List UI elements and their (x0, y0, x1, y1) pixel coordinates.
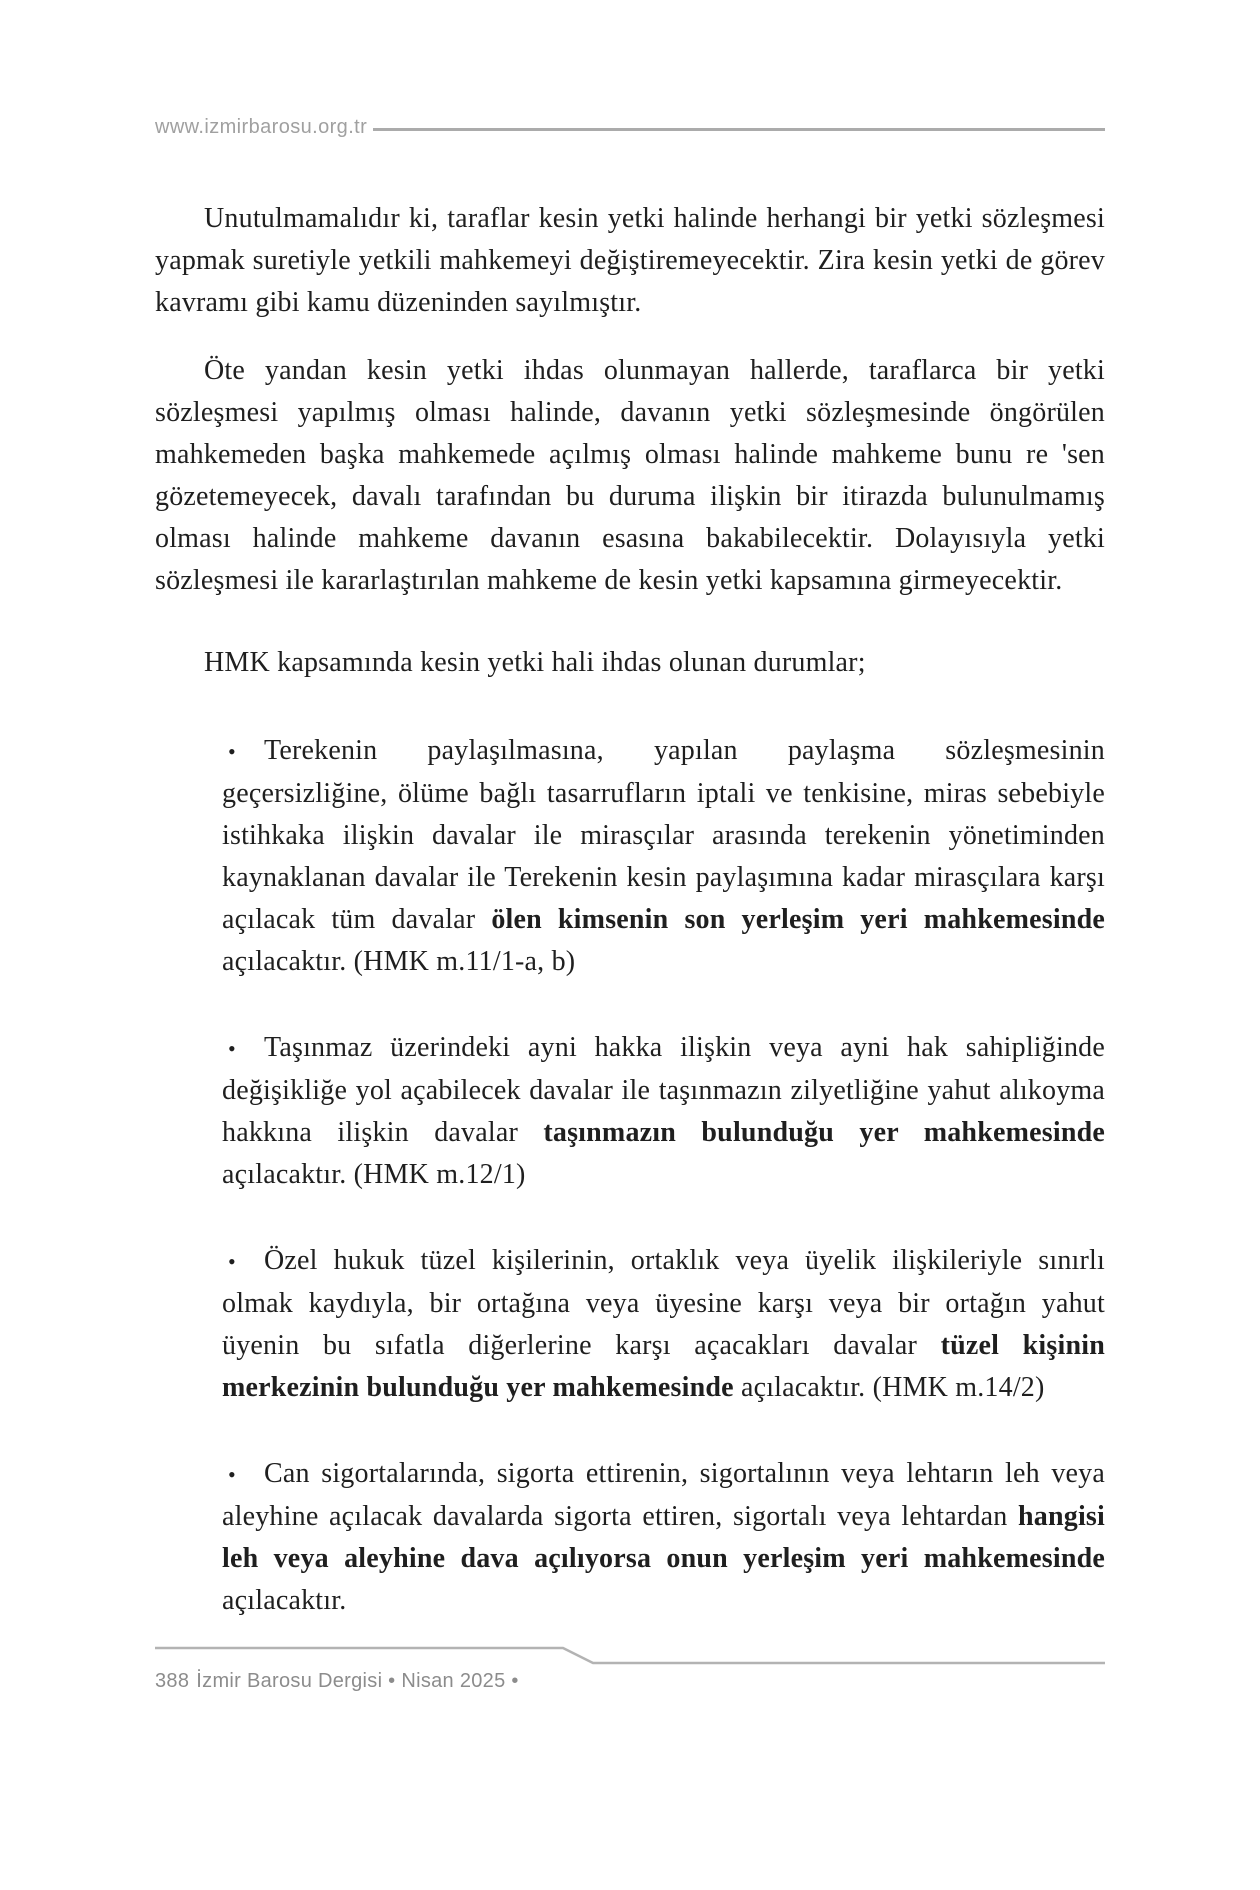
list-item-text: açılacaktır. (HMK m.11/1-a, b) (222, 946, 576, 977)
page-header (155, 116, 1105, 139)
paragraph-1: Unutulmamalıdır ki, taraflar kesin yetki halinde herhangi bir yetki sözleşmesi yapmak suretiyle yetkili mahkemeyi değiştiremeyecektir. Zira kesin yetki de görev kavramı gibi kamu düzeninden sayılmıştır. (155, 203, 1105, 318)
list-item-text: Özel hukuk tüzel kişilerinin, ortaklık veya üyelik ilişkileriyle sınırlı olmak kaydıyla, bir ortağına veya üyesine karşı veya bir ortağın yahut üyenin bu sıfatla diğerlerine karşı açacakları davalar (222, 1245, 1105, 1361)
page-body (155, 198, 1105, 1622)
paragraph-hmk-intro: HMK kapsamında kesin yetki hali ihdas olunan durumlar; (204, 647, 866, 678)
page-footer (155, 1670, 519, 1693)
list-item-text: Taşınmaz üzerindeki ayni hakka ilişkin veya ayni hak sahipliğinde değişikliğe yol açabilecek davalar ile taşınmazın zilyetliğine yahut alıkoyma hakkına ilişkin davalar (222, 1032, 1105, 1148)
list-item-text: Terekenin paylaşılmasına, yapılan paylaşma sözleşmesinin geçersizliğine, ölüme bağlı tasarrufların iptali ve tenkisine, miras sebebiyle istihkaka ilişkin davalar ile mirasçılar arasında terekenin yönetiminden kaynaklanan davalar ile Terekenin kesin paylaşımına kadar mirasçılara karşı açılacak tüm davalar (222, 735, 1105, 935)
paragraph-2: Öte yandan kesin yetki ihdas olunmayan hallerde, taraflarca bir yetki sözleşmesi yapılmış olması halinde, davanın yetki sözleşmesinde öngörülen mahkemeden başka mahkemede açılmış olması halinde mahkeme bunu re 'sen gözetemeyecek, davalı tarafından bu duruma ilişkin bir itirazda bulunulmamış olması halinde mahkeme davanın esasına bakabilecektir. Dolayısıyla yetki sözleşmesi ile kararlaştırılan mahkeme de kesin yetki kapsamına girmeyecektir. (155, 355, 1105, 596)
header-url: www.izmirbarosu.org.tr (155, 116, 368, 138)
page-number: 388 (155, 1670, 190, 1692)
bullet-icon: • (228, 1036, 236, 1061)
list-item (155, 730, 1105, 983)
list-item-bold-text: tüzel kişinin merkezinin bulunduğu yer mahkemesinde (222, 1330, 1105, 1403)
bullet-icon: • (228, 1249, 236, 1274)
list-item-bold-text: ölen kimsenin son yerleşim yeri mahkemesinde (491, 904, 1105, 935)
list-item-bold-text: taşınmazın bulunduğu yer mahkemesinde (543, 1117, 1105, 1148)
list-item-text: Can sigortalarında, sigorta ettirenin, sigortalının veya lehtarın leh veya aleyhine açılacak davalarda sigorta ettiren, sigortalı veya lehtardan (222, 1458, 1105, 1532)
list-item-text: açılacaktır. (222, 1585, 347, 1616)
list-item-text: açılacaktır. (HMK m.14/2) (733, 1372, 1045, 1403)
list-item-text: açılacaktır. (HMK m.12/1) (222, 1159, 526, 1190)
list-item-bold-text: hangisi leh veya aleyhine dava açılıyorsa onun yerleşim yeri mahkemesinde (222, 1501, 1105, 1574)
list-item (155, 1027, 1105, 1196)
list-item (155, 1240, 1105, 1409)
header-rule (373, 128, 1105, 131)
footer-rule (155, 1643, 1105, 1669)
list-item (155, 1453, 1105, 1622)
footer-journal-info: İzmir Barosu Dergisi • Nisan 2025 • (196, 1670, 519, 1692)
bullet-icon: • (228, 739, 236, 764)
bullet-icon: • (228, 1462, 236, 1487)
